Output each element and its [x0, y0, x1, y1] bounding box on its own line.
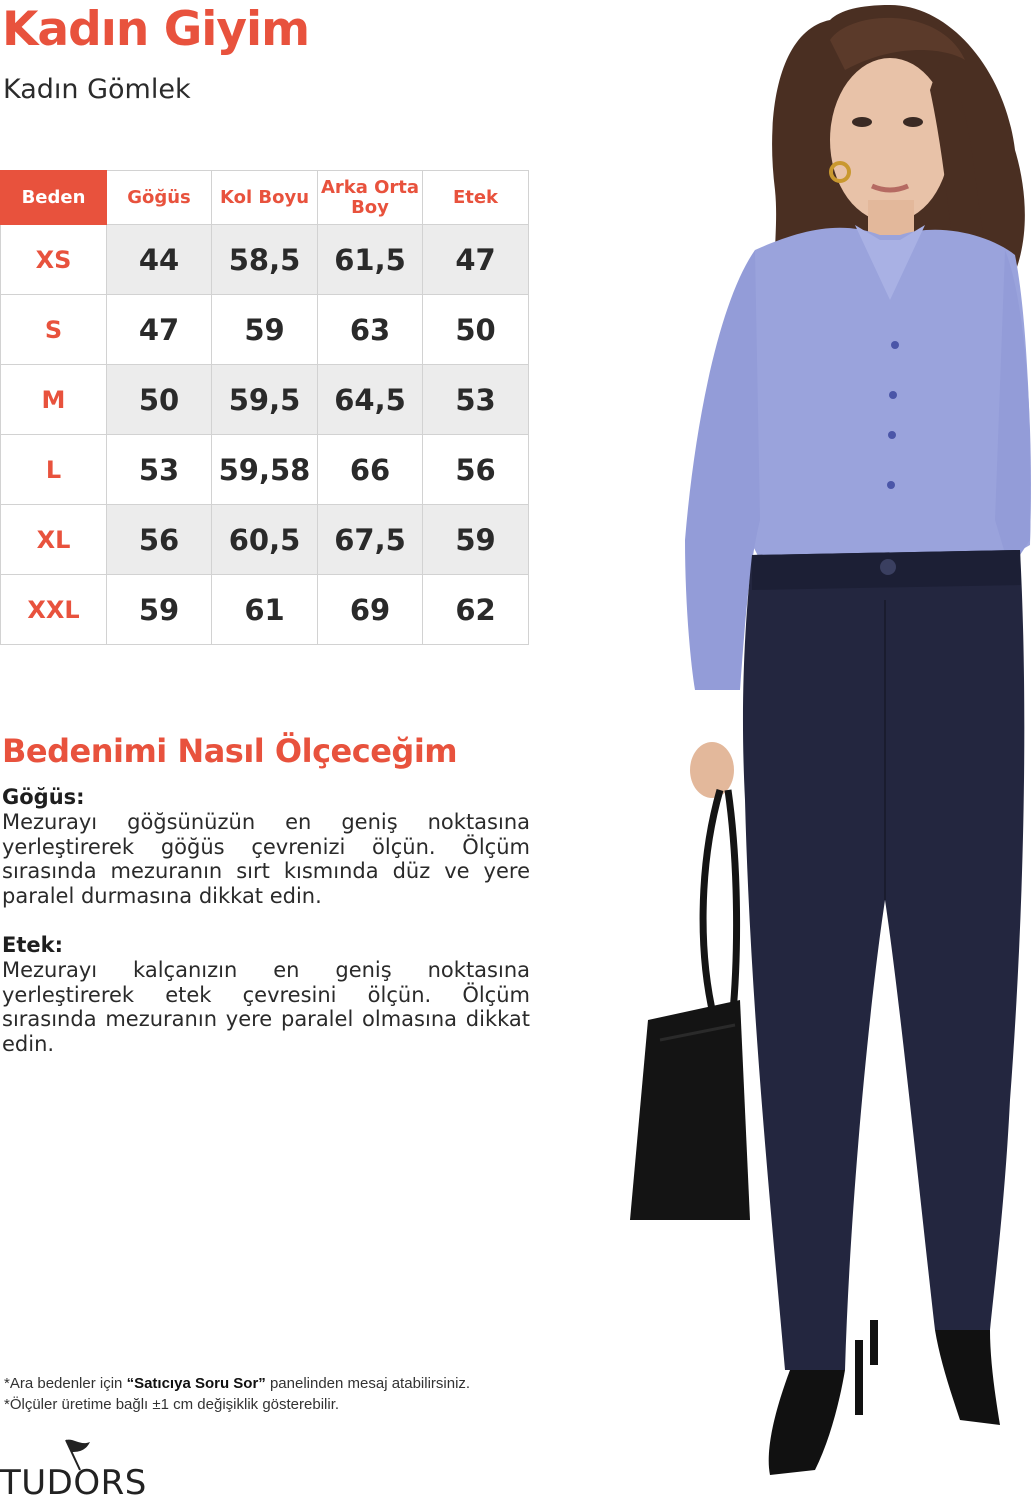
table-row	[1, 225, 529, 295]
chest-value: 53	[107, 435, 212, 505]
skirt-value: 62	[423, 575, 529, 645]
size-table	[0, 170, 529, 645]
sleeve-value: 58,5	[212, 225, 318, 295]
size-label: XXL	[1, 575, 107, 645]
chest-heading: Göğüs:	[2, 785, 85, 809]
size-label: M	[1, 365, 107, 435]
chest-value: 59	[107, 575, 212, 645]
skirt-value: 53	[423, 365, 529, 435]
sleeve-value: 60,5	[212, 505, 318, 575]
howto-title: Bedenimi Nasıl Ölçeceğim	[2, 732, 458, 770]
header-back-length: Arka Orta Boy	[318, 171, 423, 225]
size-table-header	[1, 171, 529, 225]
footnotes	[4, 1373, 470, 1415]
sleeve-value: 59	[212, 295, 318, 365]
back-length-value: 63	[318, 295, 423, 365]
sleeve-value: 59,58	[212, 435, 318, 505]
size-label: S	[1, 295, 107, 365]
skirt-heading: Etek:	[2, 933, 63, 957]
page-subtitle: Kadın Gömlek	[3, 74, 191, 105]
skirt-instructions: Mezurayı kalçanızın en geniş noktasına yerleştirerek etek çevresini ölçün. Ölçüm sırasında mezuranın yere paralel olmasına dikkat edin.	[2, 958, 530, 1056]
size-label: XL	[1, 505, 107, 575]
table-row	[1, 505, 529, 575]
back-length-value: 67,5	[318, 505, 423, 575]
skirt-value: 47	[423, 225, 529, 295]
header-sleeve: Kol Boyu	[212, 171, 318, 225]
back-length-value: 61,5	[318, 225, 423, 295]
skirt-value: 59	[423, 505, 529, 575]
back-length-value: 69	[318, 575, 423, 645]
page-title: Kadın Giyim	[2, 2, 310, 57]
chest-instructions: Mezurayı göğsünüzün en geniş noktasına yerleştirerek göğüs çevrenizi ölçün. Ölçüm sırasında mezuranın sırt kısmında düz ve yere paralel durmasına dikkat edin.	[2, 810, 530, 908]
sleeve-value: 61	[212, 575, 318, 645]
skirt-value: 50	[423, 295, 529, 365]
table-row	[1, 295, 529, 365]
header-size: Beden	[1, 171, 107, 225]
footnote-2: *Ölçüler üretime bağlı ±1 cm değişiklik gösterebilir.	[4, 1396, 340, 1413]
chest-value: 44	[107, 225, 212, 295]
chest-value: 56	[107, 505, 212, 575]
header-chest: Göğüs	[107, 171, 212, 225]
size-label: XS	[1, 225, 107, 295]
footnote-1-pre: *Ara bedenler için	[4, 1375, 127, 1392]
chest-value: 47	[107, 295, 212, 365]
table-row	[1, 365, 529, 435]
table-row	[1, 575, 529, 645]
footnote-1-bold: “Satıcıya Soru Sor”	[126, 1375, 266, 1392]
footnote-1	[4, 1373, 470, 1394]
header-skirt: Etek	[423, 171, 529, 225]
brand-logo: TUDORS	[0, 1463, 147, 1503]
skirt-value: 56	[423, 435, 529, 505]
sleeve-value: 59,5	[212, 365, 318, 435]
model-photo	[600, 0, 1034, 1500]
footnote-1-post: panelinden mesaj atabilirsiniz.	[265, 1375, 471, 1392]
size-label: L	[1, 435, 107, 505]
table-row	[1, 435, 529, 505]
back-length-value: 66	[318, 435, 423, 505]
back-length-value: 64,5	[318, 365, 423, 435]
chest-value: 50	[107, 365, 212, 435]
